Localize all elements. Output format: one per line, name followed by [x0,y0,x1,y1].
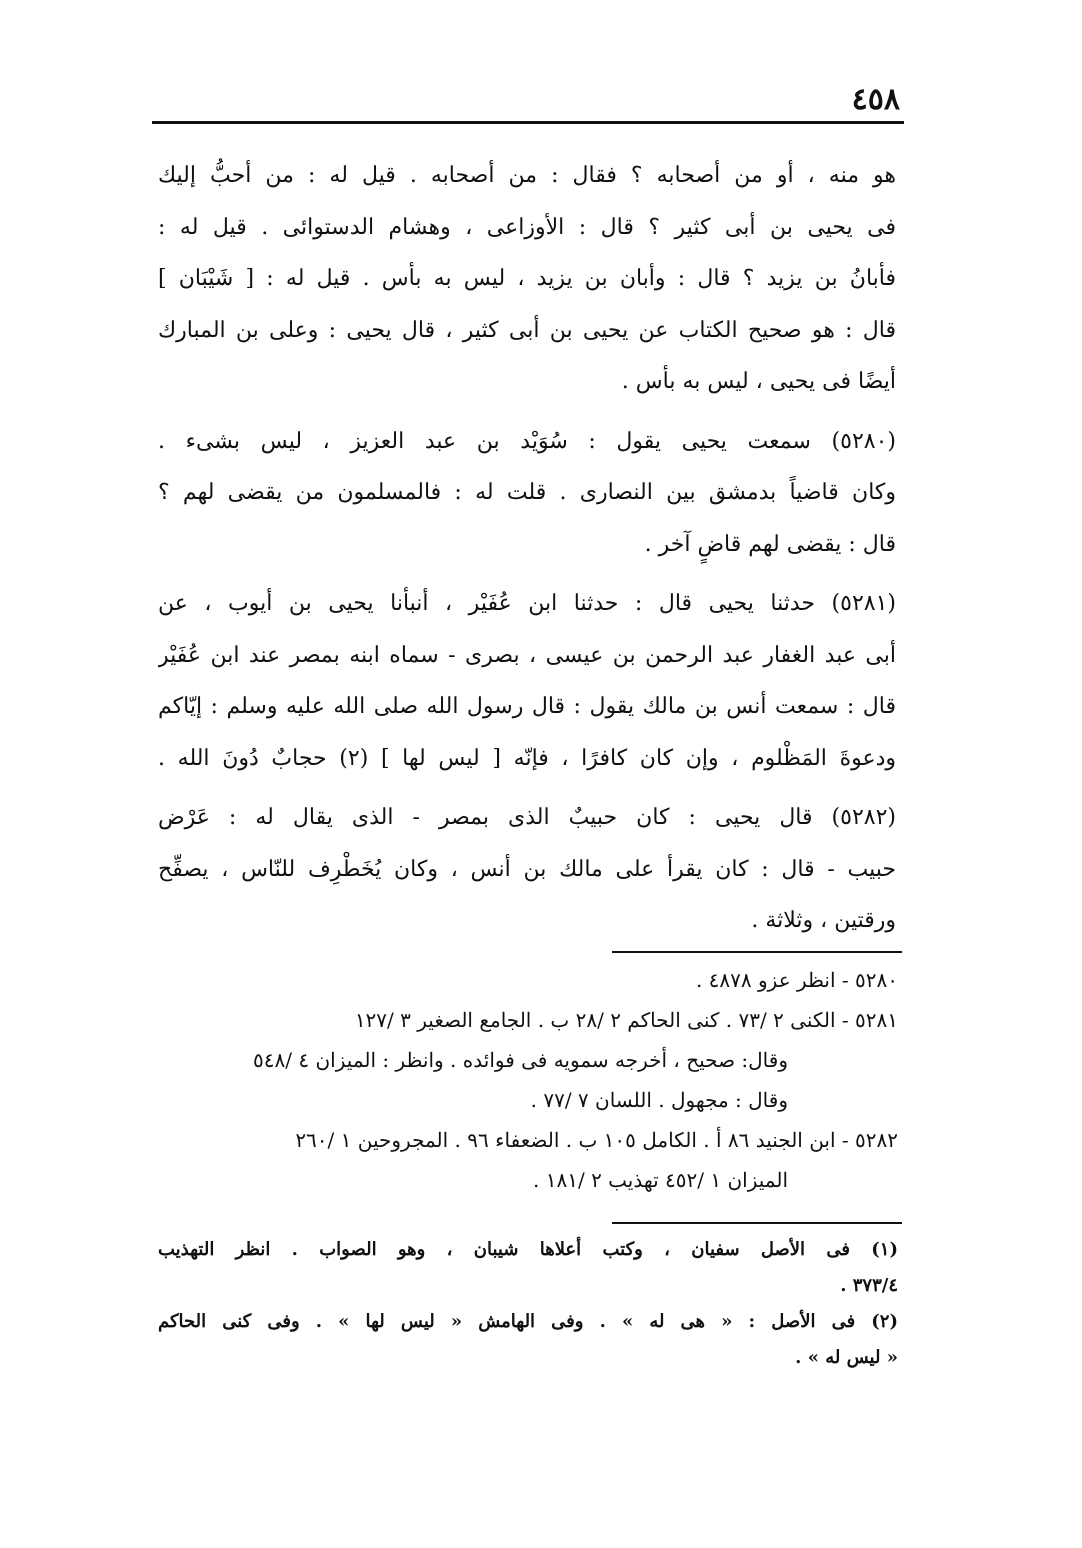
reference-5281 [158,1000,898,1120]
footnote-line: « ليس له » . [795,1347,898,1368]
footnotes [158,1232,898,1376]
page-number: ٤٥٨ [851,82,900,117]
text-line: وكان قاضياً بدمشق بين النصارى . قلت له : فالمسلمون من يقضى لهم ؟ [158,480,896,505]
footnote-line: ٣٧٣/٤ . [840,1275,898,1296]
reference-line: ٥٢٨٢ - ابن الجنيد ٨٦ أ . الكامل ١٠٥ ب . الضعفاء ٩٦ . المجروحين ١ /٢٦٠ [295,1128,898,1152]
references-rule [612,951,902,953]
footnote-line: (١) فى الأصل سفيان ، وكتب أعلاها شيبان ، وهو الصواب . انظر التهذيب [158,1239,898,1260]
text-line: (٥٢٨٠) سمعت يحيى يقول : سُوَيْد بن عبد العزيز ، ليس بشىء . [158,428,896,454]
footnote-2 [158,1304,898,1376]
header-rule [152,121,904,124]
reference-5282 [158,1120,898,1200]
text-line: فأبانُ بن يزيد ؟ قال : وأبان بن يزيد ، ليس به بأس . قيل له : [ شَيْبَان ] [158,266,896,291]
text-line: (٥٢٨١) حدثنا يحيى قال : حدثنا ابن عُفَيْر ، أنبأنا يحيى بن أيوب ، عن [158,591,896,616]
text-line: حبيب - قال : كان يقرأ على مالك بن أنس ، وكان يُخَطْرِف للنّاس ، يصفِّح [158,856,896,882]
text-line: ورقتين ، وثلاثة . [751,908,896,933]
reference-5280 [158,960,898,1000]
text-line: قال : هو صحيح الكتاب عن يحيى بن أبى كثير ، قال يحيى : وعلى بن المبارك [158,317,896,343]
paragraph-5280 [158,416,896,571]
reference-line: وقال: صحيح ، أخرجه سمويه فى فوائده . وانظر : الميزان ٤ /٥٤٨ [253,1048,788,1072]
text-line: أيضًا فى يحيى ، ليس به بأس . [621,369,896,394]
text-line: ودعوةَ المَظْلوم ، وإن كان كافرًا ، فإنّه [ ليس لها ] (٢) حجابٌ دُونَ الله . [158,745,896,771]
paragraph-5281 [158,578,896,784]
footnote-1 [158,1232,898,1304]
text-line: (٥٢٨٢) قال يحيى : كان حبيبٌ الذى بمصر - الذى يقال له : عَرْض [158,805,896,830]
reference-line: ٥٢٨١ - الكنى ٢ /٧٣ . كنى الحاكم ٢ /٢٨ ب . الجامع الصغير ٣ /١٢٧ [354,1008,898,1032]
paragraph-5282 [158,792,896,947]
reference-line: الميزان ١ /٤٥٢ تهذيب ٢ /١٨١ . [533,1168,788,1192]
text-line: فى يحيى بن أبى كثير ؟ قال : الأوزاعى ، وهشام الدستوائى . قيل له : [158,214,896,240]
reference-line: ٥٢٨٠ - انظر عزو ٤٨٧٨ . [695,968,898,992]
footnote-rule [612,1222,902,1224]
text-line: أبى عبد الغفار عبد الرحمن بن عيسى ، بصرى - سماه ابنه بمصر عند ابن عُفَيْر [158,642,896,668]
footnote-line: (٢) فى الأصل : « هى له » . وفى الهامش « ليس لها » . وفى كنى الحاكم [158,1311,898,1332]
references [158,960,898,1200]
text-line: قال : يقضى لهم قاضٍ آخر . [644,531,896,557]
main-text [158,150,896,955]
text-line: قال : سمعت أنس بن مالك يقول : قال رسول الله صلى الله عليه وسلم : إيّاكم [158,694,896,719]
text-line: هو منه ، أو من أصحابه ؟ فقال : من أصحابه . قيل له : من أحبُّ إليك [158,163,896,188]
paragraph [158,150,896,408]
reference-line: وقال : مجهول . اللسان ٧ /٧٧ . [530,1088,788,1112]
